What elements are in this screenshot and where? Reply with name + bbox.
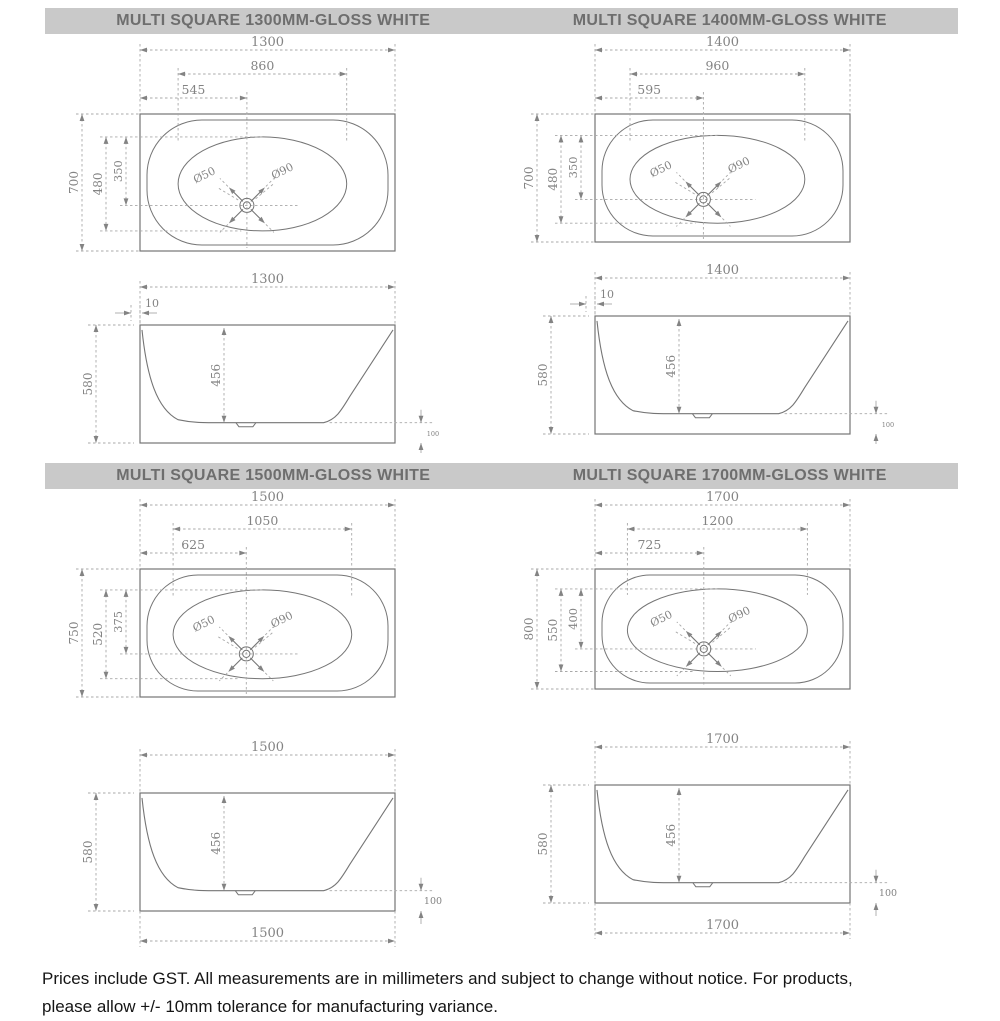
dim-arrow: [94, 904, 99, 911]
extension-line: [265, 673, 273, 681]
tub-outline-rect: [140, 569, 395, 697]
dim-arrow: [559, 665, 564, 672]
dim-arrow: [222, 884, 227, 891]
tub-side-rect: [140, 793, 395, 911]
dim-arrow: [595, 96, 602, 101]
dim-arrow: [222, 328, 227, 335]
dim-arrow: [94, 325, 99, 332]
product-panel-1300: [45, 34, 500, 453]
dim-label: 580: [81, 372, 95, 396]
dim-label: 456: [209, 363, 223, 387]
product-panel-1700: [500, 489, 960, 955]
dim-arrow: [80, 114, 85, 121]
dim-arrow: [104, 672, 109, 679]
tub-inner-outline: [627, 589, 807, 672]
dim-arrow: [178, 72, 185, 77]
product-panel-1400: [500, 34, 960, 453]
header-bar-bottom: [45, 463, 958, 489]
dim-label: 480: [91, 172, 105, 196]
dim-label: 595: [637, 82, 662, 97]
dim-label: 456: [209, 831, 223, 855]
dim-label: 1400: [705, 35, 740, 50]
base-dim-label: 100: [423, 895, 443, 907]
dim-label: 860: [250, 58, 275, 73]
dim-arrow: [549, 427, 554, 434]
dim-label: 350: [566, 156, 580, 179]
dim-label: 580: [536, 832, 550, 856]
dim-arrow: [388, 503, 395, 508]
side-view-drawing: [45, 737, 485, 955]
dim-arrow: [142, 311, 149, 316]
spec-sheet: [0, 8, 1000, 1017]
dim-arrow: [124, 137, 129, 144]
side-view-drawing: [45, 269, 485, 453]
lip-dim-label: 10: [600, 288, 614, 301]
tub-inner-profile: [597, 321, 848, 414]
dim-arrow: [874, 407, 879, 414]
side-view-drawing: [500, 729, 940, 947]
dim-arrow: [388, 285, 395, 290]
dim-arrow: [843, 276, 850, 281]
dim-arrow: [579, 302, 586, 307]
dim-arrow: [595, 503, 602, 508]
tub-rim-outline: [602, 575, 843, 683]
product-panel-1500: [45, 489, 500, 955]
dim-arrow: [595, 48, 602, 53]
extension-line: [219, 627, 227, 635]
drain-recess: [235, 891, 255, 895]
dim-arrow: [535, 569, 540, 576]
lip-dim-label: 10: [145, 297, 159, 310]
dim-arrow: [140, 96, 147, 101]
dim-arrow: [549, 316, 554, 323]
dim-label: 1700: [705, 490, 740, 505]
extension-line: [711, 178, 729, 193]
dim-label: 545: [181, 82, 206, 97]
dim-label: 1700: [705, 732, 740, 747]
dim-arrow: [419, 884, 424, 891]
side-view-drawing: [500, 260, 940, 444]
dim-arrow: [597, 302, 604, 307]
dim-arrow: [843, 745, 850, 750]
tub-side-rect: [595, 785, 850, 903]
dim-label: 1400: [705, 263, 740, 278]
dim-label: 520: [91, 622, 105, 646]
dim-arrow: [579, 589, 584, 596]
dim-arrow: [140, 551, 147, 556]
dim-arrow: [800, 527, 807, 532]
note-line-2: please allow +/- 10mm tolerance for manufacturing variance.: [42, 997, 498, 1017]
dim-label: 750: [67, 621, 81, 645]
waste-small-label: Ø50: [647, 158, 675, 181]
dim-arrow: [104, 224, 109, 231]
dim-label: 580: [81, 840, 95, 864]
dim-arrow: [595, 745, 602, 750]
tub-inner-outline: [178, 137, 347, 231]
base-dim-label: 100: [426, 429, 440, 438]
dim-arrow: [696, 96, 703, 101]
dim-arrow: [345, 527, 352, 532]
tub-inner-outline: [173, 590, 352, 679]
dim-arrow: [140, 753, 147, 758]
product-title-1700: MULTI SQUARE 1700MM-GLOSS WHITE: [572, 467, 887, 484]
dim-arrow: [843, 503, 850, 508]
dim-label: 456: [664, 823, 678, 847]
base-dim-label: 100: [878, 887, 898, 899]
dim-label: 400: [566, 607, 580, 630]
dim-arrow: [874, 903, 879, 910]
waste-large-label: Ø90: [269, 160, 296, 183]
dim-label: 480: [546, 167, 560, 191]
dim-arrow: [549, 785, 554, 792]
waste-large-label: Ø90: [268, 608, 295, 631]
dim-arrow: [140, 503, 147, 508]
dim-arrow: [535, 235, 540, 242]
dim-label: 1500: [250, 740, 285, 755]
dim-label: 375: [111, 610, 125, 633]
dim-arrow: [222, 416, 227, 423]
waste-large-label: Ø90: [726, 603, 753, 626]
dim-arrow: [124, 647, 129, 654]
dim-arrow: [677, 319, 682, 326]
dim-arrow: [535, 682, 540, 689]
drawings-row-bottom: [45, 489, 1000, 955]
dim-arrow: [140, 939, 147, 944]
extension-line: [677, 622, 685, 630]
dim-arrow: [388, 753, 395, 758]
dim-arrow: [535, 114, 540, 121]
tub-inner-outline: [630, 135, 805, 223]
dim-arrow: [80, 690, 85, 697]
dim-label: 800: [522, 617, 536, 641]
product-title-1300: MULTI SQUARE 1300MM-GLOSS WHITE: [116, 12, 431, 29]
dim-label: 1700: [705, 918, 740, 933]
dim-arrow: [559, 589, 564, 596]
dim-label: 700: [67, 171, 81, 194]
dim-arrow: [94, 436, 99, 443]
dim-arrow: [595, 931, 602, 936]
drain-recess: [692, 414, 712, 418]
dim-label: 350: [111, 160, 125, 183]
dim-label: 1300: [250, 272, 285, 287]
dim-arrow: [104, 590, 109, 597]
dim-label: 580: [536, 363, 550, 387]
drain-recess: [236, 423, 256, 427]
waste-small-label: Ø50: [648, 607, 675, 630]
waste-large-label: Ø90: [725, 154, 753, 177]
dim-arrow: [140, 285, 147, 290]
dim-label: 960: [705, 58, 730, 73]
dim-arrow: [419, 911, 424, 918]
dim-arrow: [80, 569, 85, 576]
dim-arrow: [677, 407, 682, 414]
dim-arrow: [798, 72, 805, 77]
dim-arrow: [595, 276, 602, 281]
dim-label: 1200: [701, 513, 734, 528]
dim-arrow: [388, 48, 395, 53]
product-title-1500: MULTI SQUARE 1500MM-GLOSS WHITE: [116, 467, 431, 484]
dim-arrow: [104, 137, 109, 144]
dim-arrow: [388, 939, 395, 944]
plan-view-drawing: [500, 34, 940, 256]
dim-label: 1300: [250, 35, 285, 50]
dim-arrow: [140, 48, 147, 53]
dim-arrow: [419, 416, 424, 423]
header-bar-top: [45, 8, 958, 34]
dim-arrow: [697, 551, 704, 556]
dim-label: 550: [546, 618, 560, 642]
dim-arrow: [579, 192, 584, 199]
dim-arrow: [419, 443, 424, 450]
dim-label: 456: [664, 354, 678, 378]
dim-arrow: [627, 527, 634, 532]
dim-arrow: [549, 896, 554, 903]
dim-arrow: [677, 788, 682, 795]
tub-inner-profile: [142, 798, 393, 891]
footer-note: [42, 965, 987, 1021]
dim-arrow: [559, 135, 564, 142]
product-title-1400: MULTI SQUARE 1400MM-GLOSS WHITE: [572, 12, 887, 29]
dim-arrow: [677, 876, 682, 883]
extension-line: [677, 668, 685, 676]
dim-arrow: [124, 590, 129, 597]
dim-arrow: [94, 793, 99, 800]
dim-label: 1050: [246, 513, 279, 528]
dim-label: 1500: [250, 926, 285, 941]
dim-arrow: [843, 931, 850, 936]
tub-inner-profile: [597, 790, 848, 883]
extension-line: [255, 184, 273, 199]
waste-small-label: Ø50: [191, 164, 218, 187]
extension-line: [676, 172, 684, 180]
dim-arrow: [559, 216, 564, 223]
waste-small-label: Ø50: [190, 612, 217, 635]
dim-label: 1500: [250, 490, 285, 505]
drawings-row-top: [45, 34, 1000, 453]
drain-recess: [693, 883, 713, 887]
extension-line: [254, 633, 272, 648]
dim-arrow: [124, 198, 129, 205]
tub-side-rect: [140, 325, 395, 443]
dim-arrow: [579, 135, 584, 142]
dim-arrow: [874, 434, 879, 441]
tub-side-rect: [595, 316, 850, 434]
note-line-1: Prices include GST. All measurements are in millimeters and subject to change without notice. For products,: [42, 969, 853, 988]
dim-arrow: [124, 311, 131, 316]
plan-view-drawing: [45, 34, 485, 265]
dim-arrow: [222, 796, 227, 803]
plan-view-drawing: [45, 489, 485, 711]
dim-label: 700: [522, 166, 536, 190]
dim-arrow: [340, 72, 347, 77]
dim-label: 725: [637, 537, 662, 552]
dim-arrow: [80, 244, 85, 251]
dim-label: 625: [181, 537, 206, 552]
base-dim-label: 100: [881, 420, 895, 429]
dim-arrow: [173, 527, 180, 532]
extension-line: [220, 178, 228, 186]
dim-arrow: [579, 642, 584, 649]
extension-line: [712, 628, 730, 643]
dim-arrow: [843, 48, 850, 53]
dim-arrow: [239, 551, 246, 556]
plan-view-drawing: [500, 489, 940, 703]
tub-inner-profile: [142, 330, 393, 423]
dim-arrow: [874, 876, 879, 883]
dim-arrow: [595, 551, 602, 556]
dim-arrow: [240, 96, 247, 101]
dim-arrow: [630, 72, 637, 77]
